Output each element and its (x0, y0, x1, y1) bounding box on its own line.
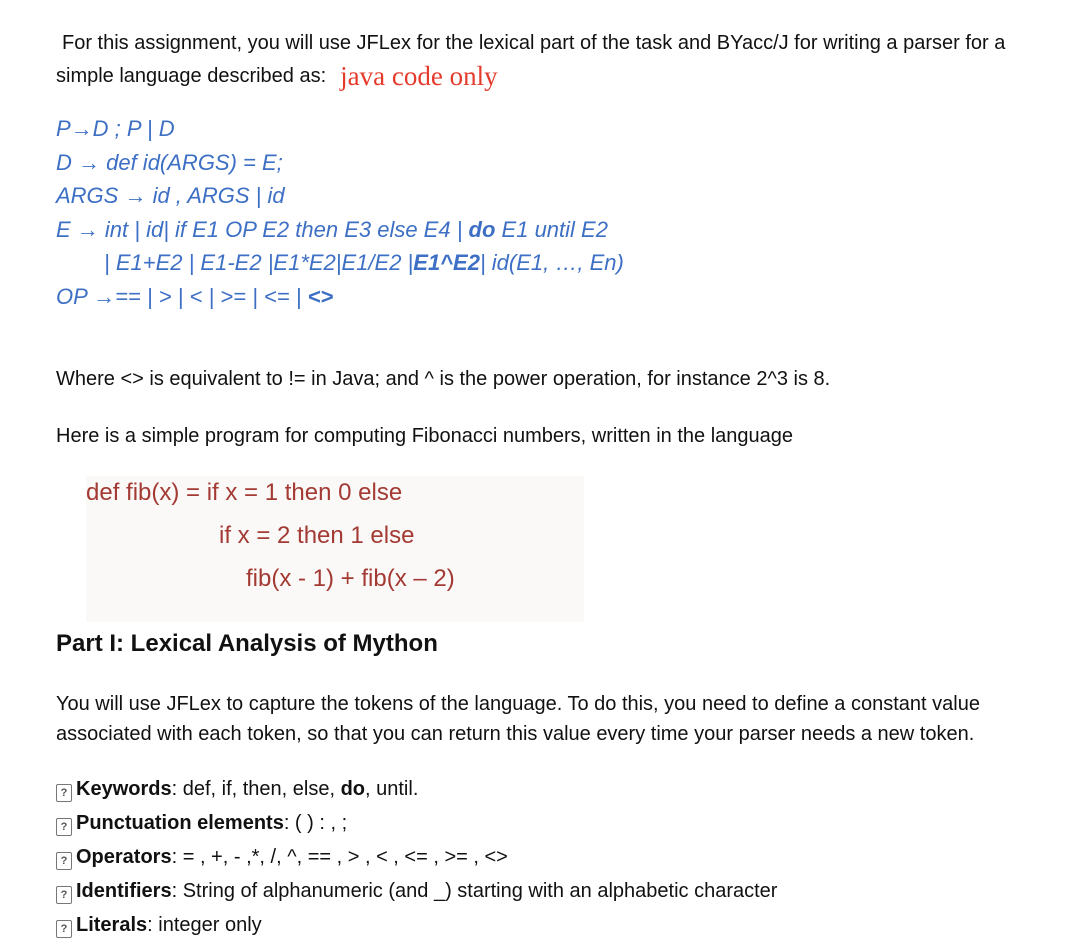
grammar-cont-start: | E1+E2 | E1-E2 |E1*E2|E1/E2 | (104, 250, 414, 275)
example-line-1: def fib(x) = if x = 1 then 0 else (86, 479, 403, 506)
grammar-rule-args: ARGS → id , ARGS | id (56, 183, 285, 208)
grammar-rule-d: D → def id(ARGS) = E; (56, 149, 283, 175)
grammar-rule-p: P→D ; P | D (56, 116, 175, 141)
grammar-rule-e-continued (56, 246, 624, 280)
missing-glyph-icon: ? (56, 784, 72, 802)
grammar-rule-e-start: E → int | id| if E1 OP E2 then E3 else E4 | (56, 216, 469, 242)
missing-glyph-icon: ? (56, 818, 72, 836)
bullet-text: : integer only (147, 914, 262, 936)
where-paragraph: Where <> is equivalent to != in Java; and ^ is the power operation, for instance 2^3 is 8. (56, 368, 831, 390)
list-item-identifiers (56, 874, 1066, 908)
lexical-line-1: You will use JFLex to capture the tokens of the language. To do this, you need to define a constant value (56, 693, 980, 715)
lexical-paragraph (56, 689, 1066, 749)
section-heading: Part I: Lexical Analysis of Mython (56, 630, 438, 657)
bullet-label: Punctuation elements (76, 812, 284, 834)
bullet-label: Operators (76, 846, 172, 868)
bullet-text: : String of alphanumeric (and _) starting with an alphabetic character (171, 880, 778, 902)
grammar-block (56, 112, 624, 313)
bullet-text-end: , until. (365, 778, 419, 800)
intro-line-2 (56, 58, 1066, 91)
bullet-text: : = , +, - ,*, /, ^, == , > , < , <= , >= , <> (171, 846, 508, 868)
grammar-cont-end: | id(E1, …, En) (479, 250, 624, 275)
here-paragraph: Here is a simple program for computing Fibonacci numbers, written in the language (56, 425, 794, 447)
bullet-text: : def, if, then, else, (171, 778, 341, 800)
missing-glyph-icon: ? (56, 920, 72, 938)
keyword-do: do (340, 778, 366, 800)
bullet-label: Keywords (76, 778, 172, 800)
intro-paragraph (56, 28, 1066, 91)
grammar-rule-e-end: E1 until E2 (495, 216, 608, 242)
example-line-2: if x = 2 then 1 else (219, 522, 415, 549)
fibonacci-example (86, 476, 584, 622)
bullet-label: Identifiers (76, 880, 172, 902)
grammar-op-start: OP →== | > | < | >= | <= | (56, 283, 308, 309)
intro-line-2-text: simple language described as: (56, 65, 327, 87)
grammar-op-neq: <> (307, 283, 334, 309)
missing-glyph-icon: ? (56, 852, 72, 870)
grammar-rule-op (56, 280, 624, 314)
token-list (56, 772, 1066, 942)
missing-glyph-icon: ? (56, 886, 72, 904)
grammar-rule-e (56, 213, 624, 247)
grammar-cont-power: E1^E2 (413, 250, 480, 275)
list-item-operators (56, 840, 1066, 874)
bullet-text: : ( ) : , ; (283, 812, 348, 834)
list-item-punctuation (56, 806, 1066, 840)
handwritten-note: java code only (340, 61, 498, 91)
grammar-keyword-do: do (468, 216, 496, 242)
list-item-keywords (56, 772, 1066, 806)
list-item-literals (56, 908, 1066, 942)
lexical-line-2: associated with each token, so that you can return this value every time your parser needs a new token. (56, 723, 975, 745)
example-line-3: fib(x - 1) + fib(x – 2) (246, 565, 455, 592)
intro-line-1: For this assignment, you will use JFLex for the lexical part of the task and BYacc/J for writing a parser for a (62, 32, 1006, 54)
bullet-label: Literals (76, 914, 148, 936)
